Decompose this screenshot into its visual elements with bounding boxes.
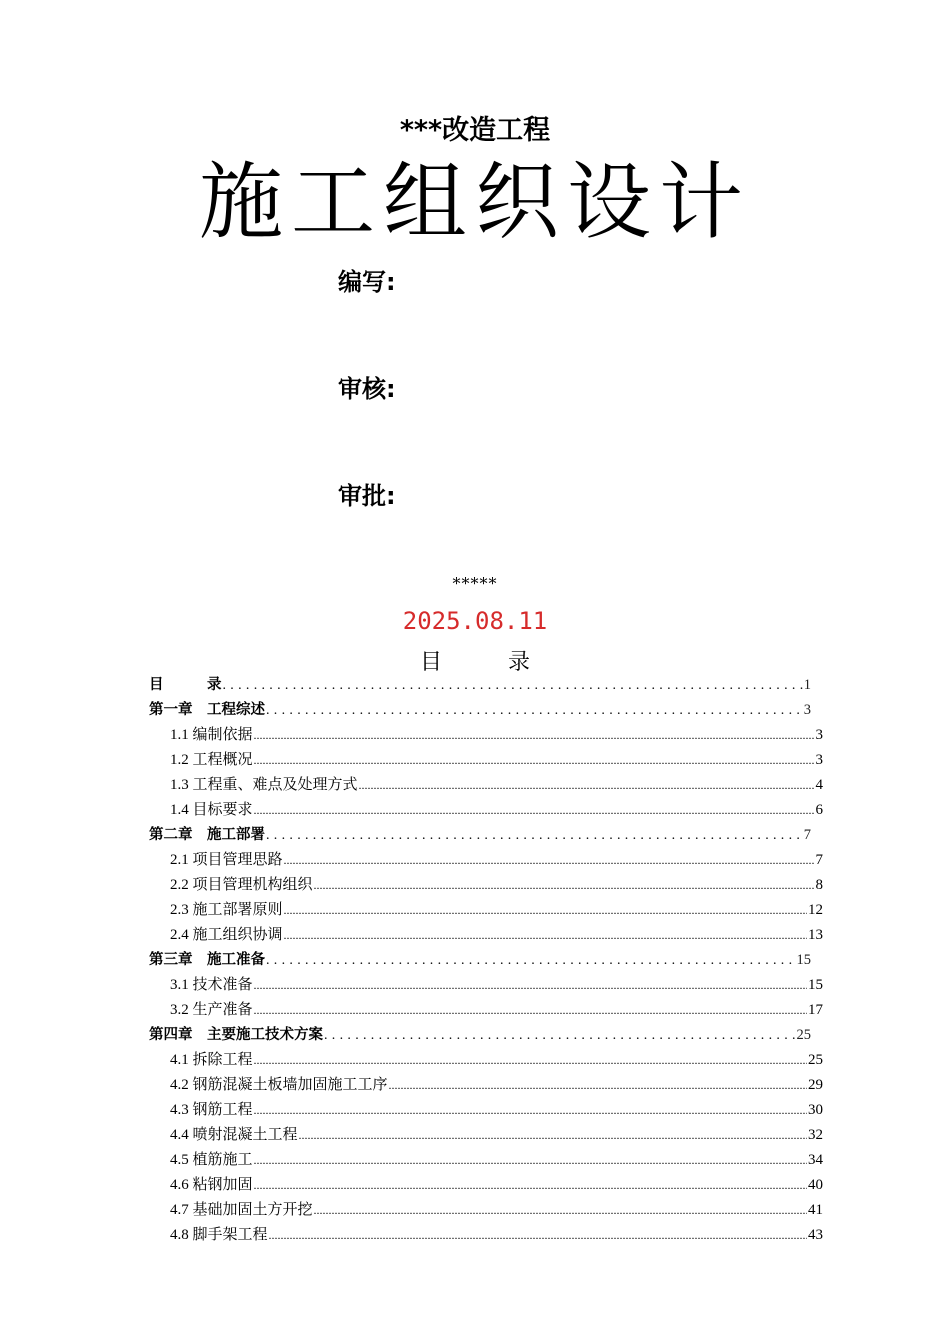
toc-page-number: 25	[796, 1027, 811, 1043]
toc-dot-leader	[254, 798, 815, 823]
toc-page-number: 32	[808, 1127, 823, 1143]
toc-dot-leader	[299, 1123, 807, 1148]
toc-section-entry[interactable]	[149, 748, 823, 773]
project-subtitle: ***改造工程	[399, 115, 551, 146]
toc-dot-leader	[223, 673, 803, 698]
toc-section-entry[interactable]	[149, 773, 823, 798]
toc-dot-leader	[254, 1173, 807, 1198]
toc-section-entry[interactable]	[149, 1198, 823, 1223]
toc-entry-title: 2.4 施工组织协调	[170, 927, 283, 943]
toc-entry-title: 2.3 施工部署原则	[170, 902, 283, 918]
document-date: 2025.08.11	[402, 607, 548, 635]
toc-section-entry[interactable]	[149, 873, 823, 898]
toc-page-number: 40	[808, 1177, 823, 1193]
toc-dot-leader	[254, 1148, 807, 1173]
organization-name: *****	[452, 574, 498, 593]
toc-section-entry[interactable]	[149, 1148, 823, 1173]
toc-dot-leader	[269, 1223, 807, 1248]
table-of-contents	[149, 673, 823, 1248]
toc-entry-title: 4.7 基础加固土方开挖	[170, 1202, 313, 1218]
toc-dot-leader	[266, 698, 803, 723]
toc-dot-leader	[266, 948, 796, 973]
toc-section-entry[interactable]	[149, 1173, 823, 1198]
toc-dot-leader	[266, 823, 803, 848]
toc-entry-title: 第三章 施工准备	[149, 952, 265, 968]
toc-dot-leader	[254, 998, 807, 1023]
toc-page-number: 41	[808, 1202, 823, 1218]
toc-page-number: 43	[808, 1227, 823, 1243]
toc-dot-leader	[314, 873, 815, 898]
toc-chapter-entry[interactable]	[149, 698, 823, 723]
toc-page-number: 34	[808, 1152, 823, 1168]
toc-entry-title: 第二章 施工部署	[149, 827, 265, 843]
toc-entry-title: 4.1 拆除工程	[170, 1052, 253, 1068]
toc-section-entry[interactable]	[149, 998, 823, 1023]
toc-entry-title: 4.6 粘钢加固	[170, 1177, 253, 1193]
toc-dot-leader	[254, 723, 815, 748]
toc-entry-title: 2.1 项目管理思路	[170, 852, 283, 868]
toc-page-number: 8	[815, 877, 823, 893]
toc-page-number: 25	[808, 1052, 823, 1068]
toc-dot-leader	[389, 1073, 807, 1098]
toc-entry-title: 目 录	[149, 677, 222, 693]
toc-entry-title: 1.4 目标要求	[170, 802, 253, 818]
document-title: 施工组织设计	[198, 153, 751, 251]
toc-section-entry[interactable]	[149, 723, 823, 748]
toc-section-entry[interactable]	[149, 923, 823, 948]
toc-section-entry[interactable]	[149, 1098, 823, 1123]
toc-page-number: 3	[815, 727, 823, 743]
toc-dot-leader	[254, 748, 815, 773]
toc-entry-title: 2.2 项目管理机构组织	[170, 877, 313, 893]
toc-dot-leader	[284, 923, 807, 948]
toc-entry-title: 4.8 脚手架工程	[170, 1227, 268, 1243]
toc-section-entry[interactable]	[149, 1223, 823, 1248]
toc-chapter-entry[interactable]	[149, 1023, 823, 1048]
sign-line-author: 编写:	[338, 268, 396, 296]
toc-entry-title: 1.1 编制依据	[170, 727, 253, 743]
toc-dot-leader	[314, 1198, 807, 1223]
toc-entry-title: 第一章 工程综述	[149, 702, 265, 718]
toc-section-entry[interactable]	[149, 1073, 823, 1098]
toc-section-entry[interactable]	[149, 798, 823, 823]
toc-page-number: 17	[808, 1002, 823, 1018]
toc-entry-title: 1.3 工程重、难点及处理方式	[170, 777, 358, 793]
toc-dot-leader	[359, 773, 815, 798]
toc-page-number: 30	[808, 1102, 823, 1118]
toc-chapter-entry[interactable]	[149, 823, 823, 848]
toc-page-number: 1	[803, 677, 811, 693]
toc-entry-title: 3.2 生产准备	[170, 1002, 253, 1018]
sign-line-approver: 审批:	[338, 482, 396, 510]
toc-section-entry[interactable]	[149, 898, 823, 923]
toc-dot-leader	[254, 1048, 807, 1073]
toc-dot-leader	[284, 898, 807, 923]
toc-section-entry[interactable]	[149, 973, 823, 998]
toc-dot-leader	[254, 973, 807, 998]
toc-dot-leader	[284, 848, 815, 873]
toc-page-number: 12	[808, 902, 823, 918]
toc-entry-title: 第四章 主要施工技术方案	[149, 1027, 323, 1043]
toc-dot-leader	[254, 1098, 807, 1123]
toc-entry-title: 4.4 喷射混凝土工程	[170, 1127, 298, 1143]
toc-chapter-entry[interactable]	[149, 673, 823, 698]
toc-entry-title: 3.1 技术准备	[170, 977, 253, 993]
toc-chapter-entry[interactable]	[149, 948, 823, 973]
toc-section-entry[interactable]	[149, 848, 823, 873]
toc-section-entry[interactable]	[149, 1048, 823, 1073]
toc-page-number: 6	[815, 802, 823, 818]
toc-entry-title: 4.3 钢筋工程	[170, 1102, 253, 1118]
toc-entry-title: 4.2 钢筋混凝土板墙加固施工工序	[170, 1077, 388, 1093]
toc-page-number: 15	[808, 977, 823, 993]
toc-page-number: 4	[815, 777, 823, 793]
toc-entry-title: 1.2 工程概况	[170, 752, 253, 768]
toc-dot-leader	[324, 1023, 796, 1048]
toc-page-number: 7	[803, 827, 811, 843]
toc-page-number: 13	[808, 927, 823, 943]
toc-page-number: 3	[803, 702, 811, 718]
toc-page-number: 15	[796, 952, 811, 968]
toc-page-number: 7	[815, 852, 823, 868]
toc-heading: 目 录	[419, 650, 530, 675]
toc-section-entry[interactable]	[149, 1123, 823, 1148]
sign-line-reviewer: 审核:	[338, 375, 396, 403]
toc-entry-title: 4.5 植筋施工	[170, 1152, 253, 1168]
toc-page-number: 29	[808, 1077, 823, 1093]
toc-page-number: 3	[815, 752, 823, 768]
